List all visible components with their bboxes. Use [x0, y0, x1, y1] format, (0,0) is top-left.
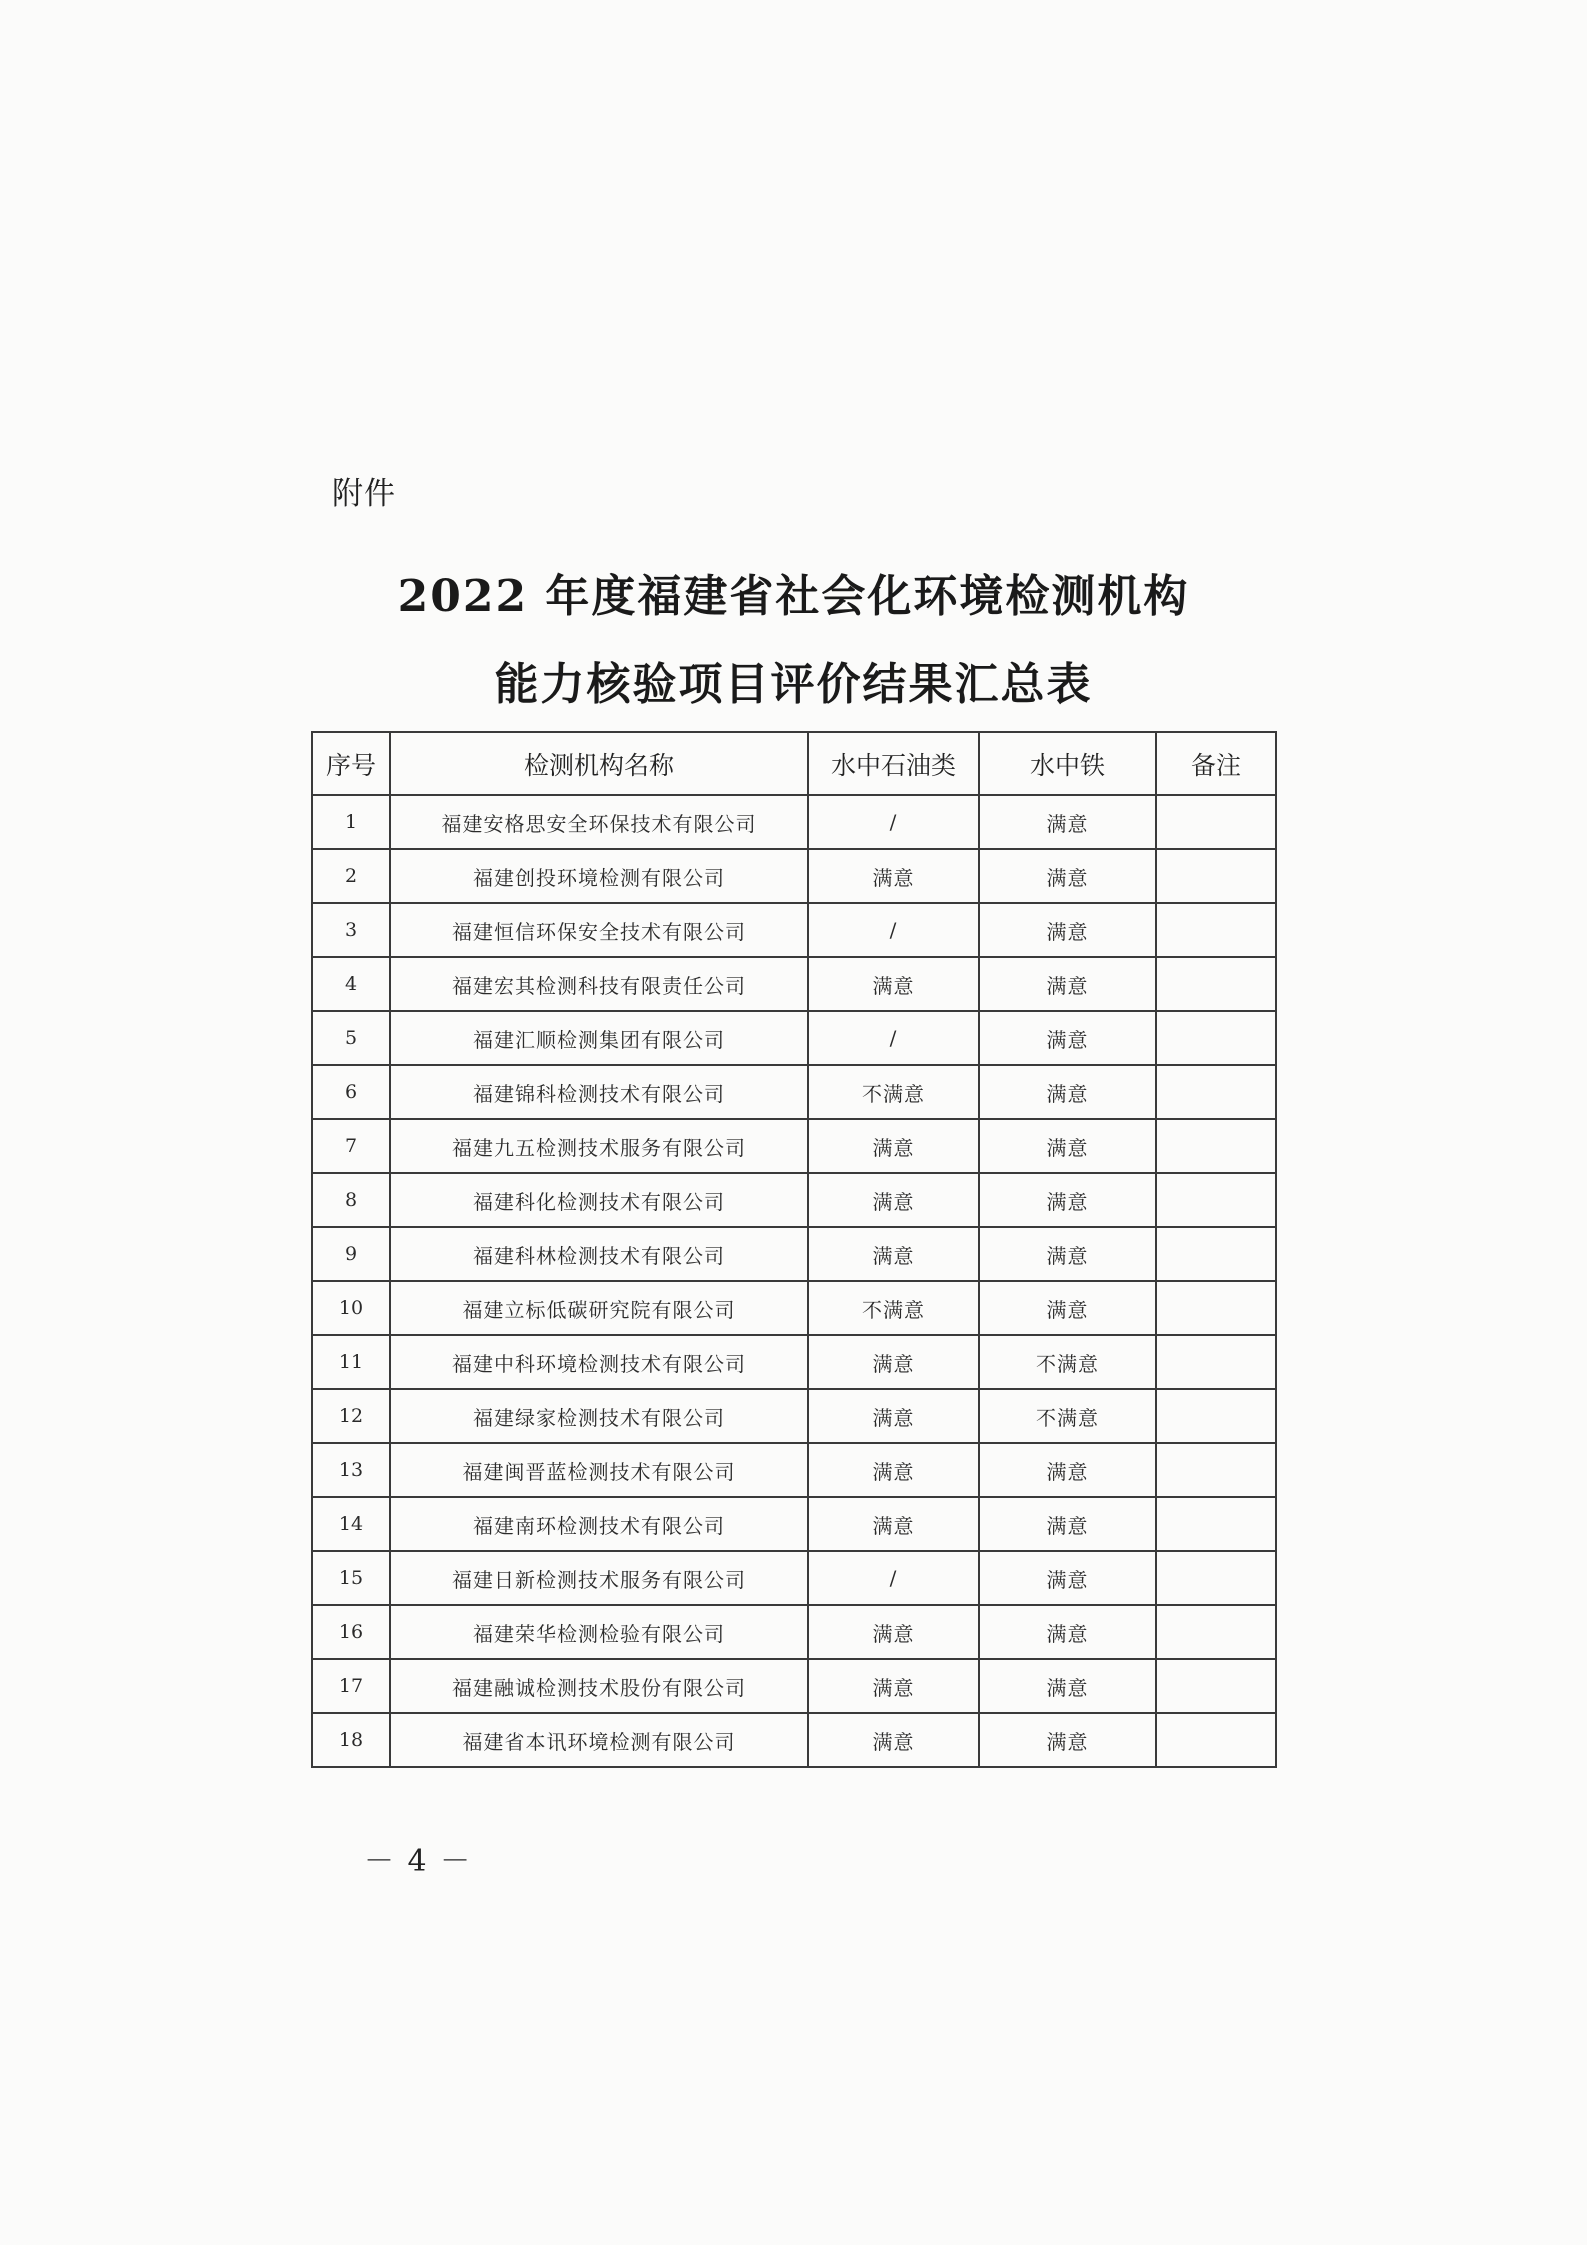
row-org-name: 福建中科环境检测技术有限公司 — [390, 1335, 808, 1389]
attachment-label: 附件 — [332, 476, 396, 512]
column-header-iron-in-water: 水中铁 — [979, 732, 1156, 795]
row-iron-result: 满意 — [979, 849, 1156, 903]
row-iron-result: 满意 — [979, 903, 1156, 957]
page-number: － 4 － — [364, 1844, 473, 1879]
table-row — [312, 1173, 1276, 1227]
row-petroleum-result: 不满意 — [808, 1065, 979, 1119]
row-petroleum-result: / — [808, 795, 979, 849]
row-remarks — [1156, 1011, 1276, 1065]
row-remarks — [1156, 1173, 1276, 1227]
table-row — [312, 1389, 1276, 1443]
row-iron-result: 满意 — [979, 795, 1156, 849]
row-seq: 1 — [312, 795, 390, 849]
document-title-line-1: 2022 年度福建省社会化环境检测机构 — [397, 571, 1190, 622]
row-petroleum-result: 满意 — [808, 1119, 979, 1173]
row-petroleum-result: 满意 — [808, 1389, 979, 1443]
row-org-name: 福建省本讯环境检测有限公司 — [390, 1713, 808, 1767]
row-iron-result: 满意 — [979, 1173, 1156, 1227]
row-iron-result: 满意 — [979, 1605, 1156, 1659]
row-seq: 7 — [312, 1119, 390, 1173]
row-remarks — [1156, 1335, 1276, 1389]
row-org-name: 福建立标低碳研究院有限公司 — [390, 1281, 808, 1335]
row-petroleum-result: / — [808, 1551, 979, 1605]
table-row — [312, 1605, 1276, 1659]
row-iron-result: 满意 — [979, 1227, 1156, 1281]
row-remarks — [1156, 849, 1276, 903]
row-org-name: 福建锦科检测技术有限公司 — [390, 1065, 808, 1119]
row-seq: 12 — [312, 1389, 390, 1443]
row-remarks — [1156, 1659, 1276, 1713]
table-row — [312, 1119, 1276, 1173]
row-remarks — [1156, 957, 1276, 1011]
table-row — [312, 957, 1276, 1011]
row-iron-result: 满意 — [979, 1497, 1156, 1551]
row-org-name: 福建科化检测技术有限公司 — [390, 1173, 808, 1227]
table-row — [312, 1281, 1276, 1335]
row-iron-result: 满意 — [979, 1065, 1156, 1119]
table-body — [312, 795, 1276, 1767]
table-row — [312, 1227, 1276, 1281]
row-seq: 18 — [312, 1713, 390, 1767]
row-seq: 9 — [312, 1227, 390, 1281]
row-remarks — [1156, 1551, 1276, 1605]
row-org-name: 福建恒信环保安全技术有限公司 — [390, 903, 808, 957]
row-petroleum-result: 满意 — [808, 1227, 979, 1281]
row-seq: 10 — [312, 1281, 390, 1335]
table-row — [312, 903, 1276, 957]
row-seq: 17 — [312, 1659, 390, 1713]
row-org-name: 福建日新检测技术服务有限公司 — [390, 1551, 808, 1605]
row-seq: 13 — [312, 1443, 390, 1497]
row-iron-result: 满意 — [979, 957, 1156, 1011]
row-petroleum-result: / — [808, 903, 979, 957]
row-iron-result: 不满意 — [979, 1335, 1156, 1389]
row-org-name: 福建九五检测技术服务有限公司 — [390, 1119, 808, 1173]
row-petroleum-result: 满意 — [808, 957, 979, 1011]
row-seq: 3 — [312, 903, 390, 957]
row-remarks — [1156, 1227, 1276, 1281]
row-iron-result: 满意 — [979, 1659, 1156, 1713]
row-seq: 11 — [312, 1335, 390, 1389]
row-iron-result: 满意 — [979, 1281, 1156, 1335]
table-row — [312, 1551, 1276, 1605]
row-remarks — [1156, 1713, 1276, 1767]
row-iron-result: 满意 — [979, 1119, 1156, 1173]
row-seq: 2 — [312, 849, 390, 903]
column-header-org-name: 检测机构名称 — [390, 732, 808, 795]
row-seq: 5 — [312, 1011, 390, 1065]
row-remarks — [1156, 1065, 1276, 1119]
row-seq: 4 — [312, 957, 390, 1011]
row-org-name: 福建汇顺检测集团有限公司 — [390, 1011, 808, 1065]
row-seq: 8 — [312, 1173, 390, 1227]
row-iron-result: 满意 — [979, 1011, 1156, 1065]
row-petroleum-result: 满意 — [808, 1335, 979, 1389]
row-remarks — [1156, 1281, 1276, 1335]
row-iron-result: 不满意 — [979, 1389, 1156, 1443]
table-row — [312, 1659, 1276, 1713]
table-row — [312, 1713, 1276, 1767]
row-seq: 6 — [312, 1065, 390, 1119]
row-org-name: 福建荣华检测检验有限公司 — [390, 1605, 808, 1659]
row-remarks — [1156, 795, 1276, 849]
row-org-name: 福建南环检测技术有限公司 — [390, 1497, 808, 1551]
row-remarks — [1156, 1443, 1276, 1497]
row-remarks — [1156, 1389, 1276, 1443]
row-petroleum-result: 满意 — [808, 849, 979, 903]
table-row — [312, 1497, 1276, 1551]
results-summary-table — [311, 731, 1277, 1768]
table-row — [312, 1335, 1276, 1389]
row-seq: 15 — [312, 1551, 390, 1605]
row-remarks — [1156, 903, 1276, 957]
row-org-name: 福建绿家检测技术有限公司 — [390, 1389, 808, 1443]
row-petroleum-result: 满意 — [808, 1713, 979, 1767]
row-iron-result: 满意 — [979, 1443, 1156, 1497]
row-remarks — [1156, 1497, 1276, 1551]
row-petroleum-result: 满意 — [808, 1659, 979, 1713]
table-header-row — [312, 732, 1276, 795]
row-remarks — [1156, 1605, 1276, 1659]
table-row — [312, 1443, 1276, 1497]
row-org-name: 福建宏其检测科技有限责任公司 — [390, 957, 808, 1011]
column-header-seq: 序号 — [312, 732, 390, 795]
row-remarks — [1156, 1119, 1276, 1173]
row-org-name: 福建闽晋蓝检测技术有限公司 — [390, 1443, 808, 1497]
table-row — [312, 1065, 1276, 1119]
row-iron-result: 满意 — [979, 1551, 1156, 1605]
row-petroleum-result: 满意 — [808, 1497, 979, 1551]
table-row — [312, 849, 1276, 903]
row-seq: 14 — [312, 1497, 390, 1551]
table-row — [312, 1011, 1276, 1065]
row-iron-result: 满意 — [979, 1713, 1156, 1767]
row-petroleum-result: / — [808, 1011, 979, 1065]
column-header-remarks: 备注 — [1156, 732, 1276, 795]
row-petroleum-result: 不满意 — [808, 1281, 979, 1335]
column-header-petroleum-in-water: 水中石油类 — [808, 732, 979, 795]
row-org-name: 福建融诚检测技术股份有限公司 — [390, 1659, 808, 1713]
document-title-line-2: 能力核验项目评价结果汇总表 — [494, 659, 1093, 710]
row-petroleum-result: 满意 — [808, 1605, 979, 1659]
row-org-name: 福建安格思安全环保技术有限公司 — [390, 795, 808, 849]
table-row — [312, 795, 1276, 849]
row-petroleum-result: 满意 — [808, 1173, 979, 1227]
row-petroleum-result: 满意 — [808, 1443, 979, 1497]
row-org-name: 福建创投环境检测有限公司 — [390, 849, 808, 903]
row-seq: 16 — [312, 1605, 390, 1659]
row-org-name: 福建科林检测技术有限公司 — [390, 1227, 808, 1281]
